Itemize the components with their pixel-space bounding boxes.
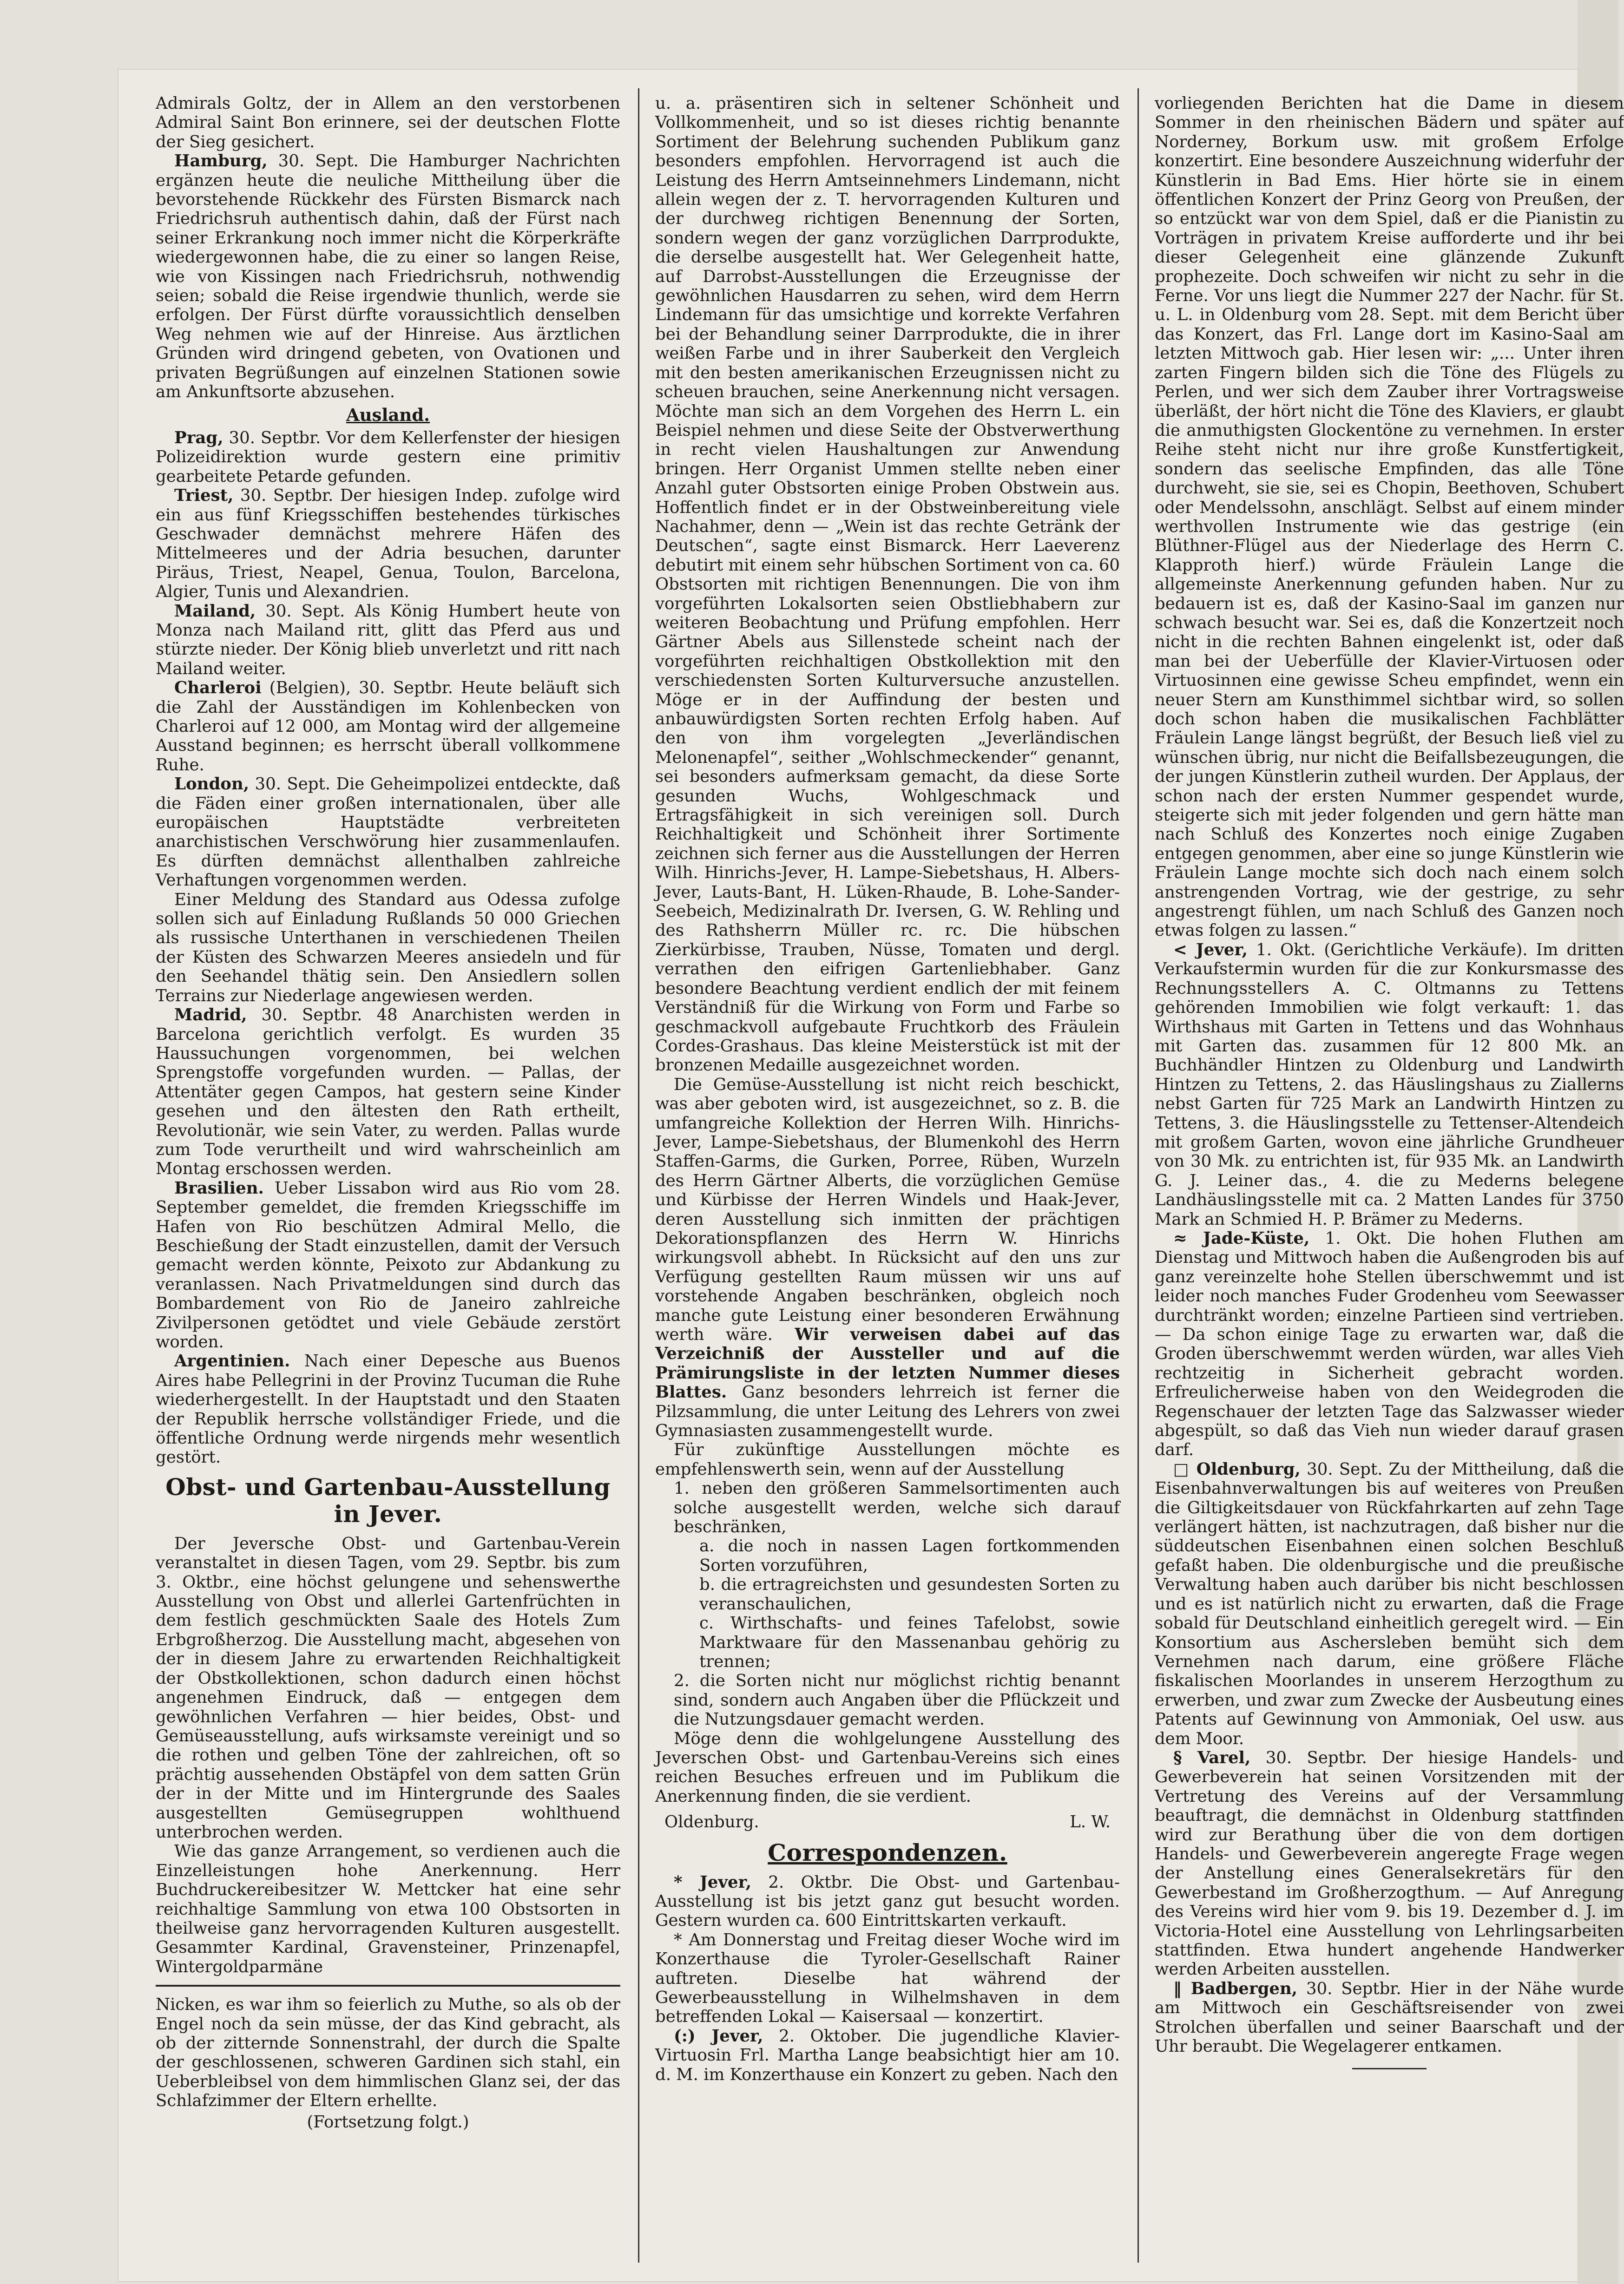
news-item-argentinien [156, 1352, 620, 1467]
paragraph-text: Die Gemüse-Ausstellung ist nicht reich beschickt, was aber geboten wird, ist ausgezeichnet, so z. B. die umfangreiche Kollektion der Herren Wilh. Hinrichs-Jever, Lampe-Siebetshaus, der Blumenkohl des Herrn Staffen-Garms, die Gurken, Porree, Rüben, Wurzeln des Herrn Gärtner Alberts, die vorzüglichen Gemüse und Kürbisse der Herren Windels und Haak-Jever, deren Ausstellung sich inmitten der prächtigen Dekorationspflanzen des Herrn W. Hinrichs wirkungsvoll abhebt. In Rücksicht auf den uns zur Verfügung gestellten Raum müssen wir uns auf vorstehende Angaben beschränken, obgleich noch manche gute Leistung einer besonderen Erwähnung werth wäre. [655, 1075, 1120, 1344]
end-rule [1352, 2068, 1427, 2069]
feuilleton-text: Nicken, es war ihm so feierlich zu Muthe, so als ob der Engel noch da sein müsse, der das Kind gebracht, als ob der zitternde Sonnenstrahl, der durch die Spalte der geschlossenen, schweren Gardinen sich stahl, ein Ueberbleibsel von dem himmlischen Glanz sei, der das Schlafzimmer der Eltern erhellte. [156, 1995, 620, 2111]
list-item: 2. die Sorten nicht nur möglichst richtig benannt sind, sondern auch Angaben über die Pflückzeit und die Nutzungsdauer gemacht werden. [674, 1671, 1120, 1729]
news-item-jever [655, 1873, 1120, 1930]
section-heading-ausland: Ausland. [346, 404, 430, 425]
news-text: 30. Septbr. Vor dem Kellerfenster der hiesigen Polizeidirektion wurde gestern eine primitiv gearbeitete Petarde gefunden. [156, 428, 620, 486]
news-text: Nach einer Depesche aus Buenos Aires habe Pellegrini in der Provinz Tucuman die Ruhe wiederhergestellt. In der Hauptstadt und den Staaten der Republik herrsche vollständiger Friede, und die öffentliche Ordnung werde nirgends mehr wesentlich gestört. [156, 1352, 620, 1467]
article-paragraph: Möge denn die wohlgelungene Ausstellung des Jeverschen Obst- und Gartenbau-Vereins sich eines reichen Besuches erfreuen und im Publikum die Anerkennung finden, die sie verdient. [655, 1729, 1120, 1806]
news-item-hamburg [156, 151, 620, 401]
dateline: (:) Jever, [674, 2026, 763, 2046]
list-item: b. die ertragreichsten und gesundesten Sorten zu veranschaulichen, [699, 1575, 1120, 1614]
dateline: ≈ Jade-Küste, [1173, 1228, 1310, 1248]
feuilleton-divider [156, 1985, 620, 1987]
news-item-jade-kueste [1155, 1229, 1624, 1460]
news-item-brasilien [156, 1179, 620, 1352]
newspaper-page [118, 70, 1624, 2281]
list-item: c. Wirthschafts- und feines Tafelobst, sowie Marktwaare für den Massenanbau gehörig zu trennen; [699, 1614, 1120, 1671]
signature-place: Oldenburg. [664, 1812, 759, 1832]
dateline: * Jever, [674, 1872, 752, 1892]
column-rule [1137, 88, 1139, 2263]
news-text: Ueber Lissabon wird aus Rio vom 28. September gemeldet, die fremden Kriegsschiffe im Hafen von Rio beschützen Admiral Mello, die Beschießung der Stadt einzustellen, damit der Versuch gemacht werden könnte, Peixoto zur Abdankung zu veranlassen. Nach Privatmeldungen sind durch das Bombardement von Rio de Janeiro zahlreiche Zivilpersonen getödtet und viele Gebäude zerstört worden. [156, 1178, 620, 1352]
news-text: 30. Septbr. 48 Anarchisten werden in Barcelona gerichtlich verfolgt. Es wurden 35 Haussuchungen vorgenommen, bei welchen Sprengstoffe vorgefunden wurden. — Pallas, der Attentäter gegen Campos, hat gestern seine Kinder gesehen und den ältesten den Rath ertheilt, Revolutionär, wie sein Vater, zu werden. Pallas wurde zum Tode verurtheilt und wird wahrscheinlich am Montag erschossen werden. [156, 1005, 620, 1179]
signature-line [655, 1812, 1120, 1831]
news-text: 30. Sept. Zu der Mittheilung, daß die Eisenbahnverwaltungen bis auf weiteres von Preußen die Giltigkeitsdauer von Rückfahrkarten auf zehn Tage verlängert hätten, ist nachzutragen, daß bisher nur die süddeutschen Eisenbahnen einen solchen Beschluß gefaßt haben. Die oldenburgische und die preußische Verwaltung haben auch darüber bis nicht beschlossen und es ist natürlich nicht zu erwarten, daß die Frage sobald für Deutschland einheitlich geregelt wird. — Ein Konsortium aus Aschersleben bemüht sich dem Vernehmen nach darum, eine größere Fläche fiskalischen Moorlandes in unserem Herzogthum zu erwerben, und zwar zum Zwecke der Ausbeutung eines Patents auf Gewinnung von Ammoniak, Oel usw. aus dem Moor. [1155, 1459, 1624, 1748]
article-headline: Obst- und Gartenbau-Ausstellung in Jever. [165, 1473, 611, 1528]
news-text: 1. Okt. Die hohen Fluthen am Dienstag und Mittwoch haben die Außengroden bis auf ganz vereinzelte hohe Stellen überschwemmt und ist leider noch manches Fuder Grodenheu vom Seewasser durchtränkt worden; einzelne Partieen sind vertrieben. — Da schon einige Tage zu erwarten war, daß die Groden überschwemmt werden würden, war alles Vieh rechtzeitig in Sicherheit gebracht worden. Erfreulicherweise haben von den Weidegroden die Regenschauer der letzten Tage das Salzwasser wieder abgespült, so daß das Vieh nun wieder darauf grasen darf. [1155, 1228, 1624, 1460]
news-text: 1. Okt. (Gerichtliche Verkäufe). Im dritten Verkaufstermin wurden für die zur Konkursmasse des Rechnungsstellers A. C. Oltmanns zu Tettens gehörenden Immobilien wie folgt verkauft: 1. das Wirthshaus mit Garten in Tettens und das Wohnhaus mit Garten das. zusammen für 12 800 Mk. an Buchhändler Hintzen zu Oldenburg und Landwirth Hintzen zu Tettens, 2. das Häuslingshaus zu Ziallerns nebst Garten für 725 Mark an Landwirth Hintzen zu Tettens, 3. die Häuslingsstelle zu Tettenser-Altendeich mit großem Garten, wovon eine jährliche Grundheuer von 30 Mk. zu entrichten ist, für 935 Mk. an Landwirth G. J. Leiner das., 4. die zu Mederns belegene Landhäuslingsstelle mit ca. 2 Matten Landes für 3750 Mark an Schmied H. P. Brämer zu Mederns. [1155, 940, 1624, 1229]
article-paragraph: u. a. präsentiren sich in seltener Schönheit und Vollkommenheit, und so ist dieses richtig benannte Sortiment der Belehrung suchenden Publikum ganz besonders empfohlen. Hervorragend ist auch die Leistung des Herrn Amtseinnehmers Lindemann, nicht allein wegen der z. T. hervorragenden Kulturen und der durchweg richtigen Benennung der Sorten, sondern wegen der ganz vorzüglichen Darrprodukte, die derselbe ausgestellt hat. Wer Gelegenheit hatte, auf Darrobst-Ausstellungen die Erzeugnisse der gewöhnlichen Hausdarren zu sehen, wird dem Herrn Lindemann für das umsichtige und korrekte Verfahren bei der Behandlung seiner Darrprodukte, die in ihrer weißen Farbe und in ihrer Sauberkeit den Vergleich mit den besten amerikanischen Erzeugnissen nicht zu scheuen brauchen, seine Anerkennung nicht versagen. Möchte man sich an dem Vorgehen des Herrn L. ein Beispiel nehmen und diese Seite der Obstverwerthung in recht vielen Haushaltungen zur Anwendung bringen. Herr Organist Ummen stellte neben einer Anzahl guter Obstsorten einige Proben Obstwein aus. Hoffentlich findet er in der Obstweinbereitung viele Nachahmer, denn — „Wein ist das rechte Getränk der Deutschen“, sagte einst Bismarck. Herr Laeverenz debutirt mit einem sehr hübschen Sortiment von ca. 60 Obstsorten mit richtigen Benennungen. Die von ihm vorgeführten Lokalsorten seien Obstliebhabern zur weiteren Beobachtung und Prüfung empfohlen. Herr Gärtner Abels aus Sillenstede scheint nach der vorgeführten reichhaltigen Obstkollektion mit den verschiedensten Sorten Kulturversuche anzustellen. Möge er in der Auffindung der besten und anbauwürdigsten Sorten rechten Erfolg haben. Auf den von ihm vorgelegten „Jeverländischen Melonenapfel“, seither „Wohlschmeckender“ genannt, sei besonders aufmerksam gemacht, da diese Sorte gesunden Wuchs, Wohlgeschmack und Ertragsfähigkeit in sich vereinigen soll. Durch Reichhaltigkeit und Schönheit ihrer Sortimente zeichnen sich ferner aus die Ausstellungen der Herren Wilh. Hinrichs-Jever, H. Lampe-Siebetshaus, H. Albers-Jever, Lauts-Bant, H. Lüken-Rhaude, B. Lohe-Sander-Seebeich, Medizinalrath Dr. Iversen, G. W. Rehling und des Rathsherrn Müller rc. rc. Die hübschen Zierkürbisse, Trauben, Nüsse, Tomaten und dergl. verrathen den eifrigen Gartenliebhaber. Ganz besondere Beachtung verdient endlich der mit feinem Verständniß für die Wirkung von Form und Farbe so geschmackvoll aufgebaute Fruchtkorb des Fräulein Cordes-Grashaus. Das kleine Meisterstück ist mit der bronzenen Medaille ausgezeichnet worden. [655, 94, 1120, 1075]
emphasis-text: Wir verweisen dabei auf das Verzeichniß der Aussteller und auf die Prämirungsliste in der letzten Nummer dieses Blattes. [655, 1325, 1120, 1402]
news-item-jever [1155, 940, 1624, 1229]
news-text: 30. Sept. Die Geheimpolizei entdeckte, daß die Fäden einer großen internationalen, über alle europäischen Hauptstädte verbreiteten anarchistischen Verschwörung hier zusammenlaufen. Es dürften demnächst allenthalben zahlreiche Verhaftungen vorgenommen werden. [156, 774, 620, 890]
news-item-jever [655, 2027, 1120, 2084]
article-paragraph [655, 1075, 1120, 1441]
article-paragraph: Admirals Goltz, der in Allem an den verstorbenen Admiral Saint Bon erinnere, sei der deutschen Flotte der Sieg gesichert. [156, 94, 620, 151]
news-item-triest [156, 486, 620, 601]
news-text: 30. Septbr. Der hiesigen Indep. zufolge wird ein aus fünf Kriegsschiffen bestehendes türkisches Geschwader demnächst mehrere Häfen des Mittelmeeres und der Adria besuchen, darunter Piräus, Triest, Neapel, Genua, Toulon, Barcelona, Algier, Tunis und Alexandrien. [156, 486, 620, 602]
list-item: a. die noch in nassen Lagen fortkommenden Sorten vorzuführen, [699, 1536, 1120, 1575]
article-paragraph: Wie das ganze Arrangement, so verdienen auch die Einzelleistungen hohe Anerkennung. Herr Buchdruckereibesitzer W. Mettcker hat eine sehr reichhaltige Sammlung von etwa 100 Obstsorten in theilweise ganz hervorragenden Kulturen ausgestellt. Gesammter Kardinal, Gravensteiner, Prinzenapfel, Wintergoldparmäne [156, 1842, 620, 1976]
column-left [156, 94, 620, 2263]
news-text: 30. Septbr. Der hiesige Handels- und Gewerbeverein hat seinen Vorsitzenden mit der Vertretung des Vereins auf der Versammlung beauftragt, die demnächst in Oldenburg stattfinden wird zur Berathung über die von dem dortigen Handels- und Gewerbeverein angeregte Frage wegen der Anstellung eines Generalsekretärs für den Gewerbestand im Großherzogthum. — Auf Anregung des Vereins wird hier vom 9. bis 19. Dezember d. J. im Victoria-Hotel eine Ausstellung von Lehrlingsarbeiten stattfinden. Etwa hundert angehende Handwerker werden Arbeiten ausstellen. [1155, 1748, 1624, 1979]
article-paragraph: Für zukünftige Ausstellungen möchte es empfehlenswerth sein, wenn auf der Ausstellung [655, 1440, 1120, 1479]
news-text: 30. Sept. Als König Humbert heute von Monza nach Mailand ritt, glitt das Pferd aus und stürzte nieder. Der König blieb unverletzt und ritt nach Mailand weiter. [156, 601, 620, 678]
dateline: § Varel, [1173, 1748, 1251, 1767]
news-item-varel [1155, 1748, 1624, 1979]
dateline: Brasilien. [174, 1178, 264, 1198]
news-item-charleroi [156, 678, 620, 774]
news-item-jever: * Am Donnerstag und Freitag dieser Woche wird im Konzerthause die Tyroler-Gesellschaft Rainer auftreten. Dieselbe hat während der Gewerbeausstellung in Wilhelmshaven in dem betreffenden Lokal — Kaisersaal — konzertirt. [655, 1930, 1120, 2027]
news-text: 30. Septbr. Hier in der Nähe wurde am Mittwoch ein Geschäftsreisender von zwei Strolchen überfallen und seiner Baarschaft und der Uhr beraubt. Die Wegelagerer entkamen. [1155, 1979, 1624, 2056]
dateline: Hamburg, [174, 151, 268, 171]
news-item-badbergen [1155, 1979, 1624, 2056]
dateline: ‖ Badbergen, [1173, 1979, 1298, 1998]
signature-initials: L. W. [1070, 1812, 1111, 1832]
article-paragraph: vorliegenden Berichten hat die Dame in diesem Sommer in den rheinischen Bädern und später auf Norderney, Borkum usw. mit großem Erfolge konzertirt. Eine besondere Auszeichnung widerfuhr der Künstlerin in Bad Ems. Hier hörte sie in einem öffentlichen Konzert der Prinz Georg von Preußen, der so entzückt war von dem Spiel, daß er die Pianistin zu Vorträgen in privatem Kreise aufforderte und ihr bei dieser Gelegenheit eine glänzende Zukunft prophezeite. Doch schweifen wir nicht zu sehr in die Ferne. Vor uns liegt die Nummer 227 der Nachr. für St. u. L. in Oldenburg vom 28. Sept. mit dem Bericht über das Konzert, das Frl. Lange dort im Kasino-Saal am letzten Mittwoch gab. Hier lesen wir: „... Unter ihren zarten Fingern bilden sich die Töne des Flügels zu Perlen, und wer sich dem Zauber ihrer Vortragsweise überläßt, der hört nicht die Töne des Klaviers, er glaubt die anmuthigsten Glockentöne zu vernehmen. In erster Reihe steht nicht nur ihre große Kunstfertigkeit, sondern das seelische Empfinden, das alle Töne durchweht, sie sie, sei es Chopin, Beethoven, Schubert oder Mendelssohn, anschlägt. Selbst auf einem minder werthvollen Instrumente wie das gestrige (ein Blüthner-Flügel aus der Niederlage des Herrn C. Klapproth hierf.) würde Fräulein Lange die allgemeinste Anerkennung gefunden haben. Nur zu bedauern ist es, daß der Kasino-Saal im ganzen nur schwach besucht war. Sei es, daß die Konzertzeit noch nicht in die rechten Bahnen eingelenkt ist, oder daß man bei der Ueberfülle der Klavier-Virtuosen oder Virtuosinnen eine gewisse Scheu empfindet, wenn ein neuer Stern am Kunsthimmel sichtbar wird, so sollen doch schon haben die musikalischen Fachblätter Fräulein Lange längst begrüßt, der Besuch ließ viel zu wünschen übrig, nur nicht die Beifallsbezeugungen, die der jungen Künstlerin zutheil wurden. Der Applaus, der schon nach der ersten Nummer gespendet wurde, steigerte sich mit jeder folgenden und gern hätte man nach Schluß des Konzertes noch einige Zugaben entgegen genommen, aber eine so junge Künstlerin wie Fräulein Lange mochte sich doch nach einem solch anstrengenden Vortrag, wie der gestrige, zu sehr angestrengt fühlen, um nach Schluß des Ganzen noch etwas folgen zu lassen.“ [1155, 94, 1624, 940]
list-item: 1. neben den größeren Sammelsortimenten auch solche ausgestellt werden, welche sich darauf beschränken, [674, 1479, 1120, 1537]
dateline: Charleroi [174, 678, 262, 698]
news-text: (Belgien), 30. Septbr. Heute beläuft sich die Zahl der Ausständigen im Kohlenbecken von Charleroi auf 12 000, am Montag wird der allgemeine Ausstand beginnen; es herrscht überall vollkommene Ruhe. [156, 678, 620, 774]
article-paragraph: Der Jeversche Obst- und Gartenbau-Verein veranstaltet in diesen Tagen, vom 29. Septbr. bis zum 3. Oktbr., eine höchst gelungene und sehenswerthe Ausstellung von Obst und allerlei Gartenfrüchten in dem festlich geschmückten Saale des Hotels Zum Erbgroßherzog. Die Ausstellung macht, abgesehen von der in diesem Jahre zu erwartenden Reichhaltigkeit der Obstkollektionen, schon dadurch einen höchst angenehmen Eindruck, daß — entgegen dem gewöhnlichen Verfahren — hier beides, Obst- und Gemüseausstellung, aufs wirksamste vereinigt und so die rothen und gelben Töne der zahlreichen, oft so prächtig aussehenden Obstäpfel von dem satten Grün der in der Mitte und im Hintergrunde des Saales ausgestellten Gemüsegruppen wohlthuend unterbrochen werden. [156, 1534, 620, 1842]
column-rule [638, 88, 639, 2263]
dateline: London, [174, 774, 250, 794]
column-right [1155, 94, 1624, 2263]
news-text: 2. Oktbr. Die Obst- und Gartenbau-Ausstellung ist bis jetzt ganz gut besucht worden. Gestern wurden ca. 600 Eintrittskarten verkauft. [655, 1872, 1120, 1930]
paragraph-text: Ganz besonders lehrreich ist ferner die Pilzsammlung, die unter Leitung des Lehrers von zwei Gymnasiasten zusammengestellt wurde. [655, 1383, 1120, 1441]
dateline: < Jever, [1173, 940, 1248, 959]
news-item-prag [156, 428, 620, 486]
dateline: Argentinien. [174, 1352, 290, 1371]
section-headline-correspondenzen: Correspondenzen. [768, 1838, 1007, 1866]
news-item-mailand [156, 602, 620, 679]
dateline: Mailand, [174, 601, 256, 621]
dateline: □ Oldenburg, [1173, 1459, 1301, 1479]
news-text: 2. Oktober. Die jugendliche Klavier-Virtuosin Frl. Martha Lange beabsichtigt hier am 10. d. M. im Konzerthause ein Konzert zu geben. Nach den [655, 2026, 1120, 2084]
continuation-note: (Fortsetzung folgt.) [307, 2112, 469, 2132]
dateline: Madrid, [174, 1005, 247, 1025]
dateline: Triest, [174, 486, 234, 505]
column-middle [655, 94, 1120, 2263]
news-item-london [156, 774, 620, 890]
news-item-odessa: Einer Meldung des Standard aus Odessa zufolge sollen sich auf Einladung Rußlands 50 000 Griechen als russische Unterthanen in verschiedenen Theilen der Küsten des Schwarzen Meeres ansiedeln und für den Seehandel thätig sein. Den Ansiedlern sollen Terrains zur Niederlage angewiesen werden. [156, 890, 620, 1005]
dateline: Prag, [174, 428, 224, 447]
news-item-madrid [156, 1005, 620, 1179]
news-item-oldenburg [1155, 1460, 1624, 1748]
news-text: 30. Sept. Die Hamburger Nachrichten ergänzen heute die neuliche Mittheilung über die bevorstehende Rückkehr des Fürsten Bismarck nach Friedrichsruh authentisch dahin, daß der Fürst nach seiner Erkrankung noch immer nicht die Körperkräfte wiedergewonnen habe, die zu einer so langen Reise, wie von Kissingen nach Friedrichsruh, nothwendig seien; sobald die Reise irgendwie thunlich, werde sie erfolgen. Der Fürst dürfte voraussichtlich denselben Weg nehmen wie auf der Hinreise. Aus ärztlichen Gründen wird dringend gebeten, von Ovationen und privaten Begrüßungen auf einzelnen Stationen sowie am Ankunftsorte abzusehen. [156, 151, 620, 402]
